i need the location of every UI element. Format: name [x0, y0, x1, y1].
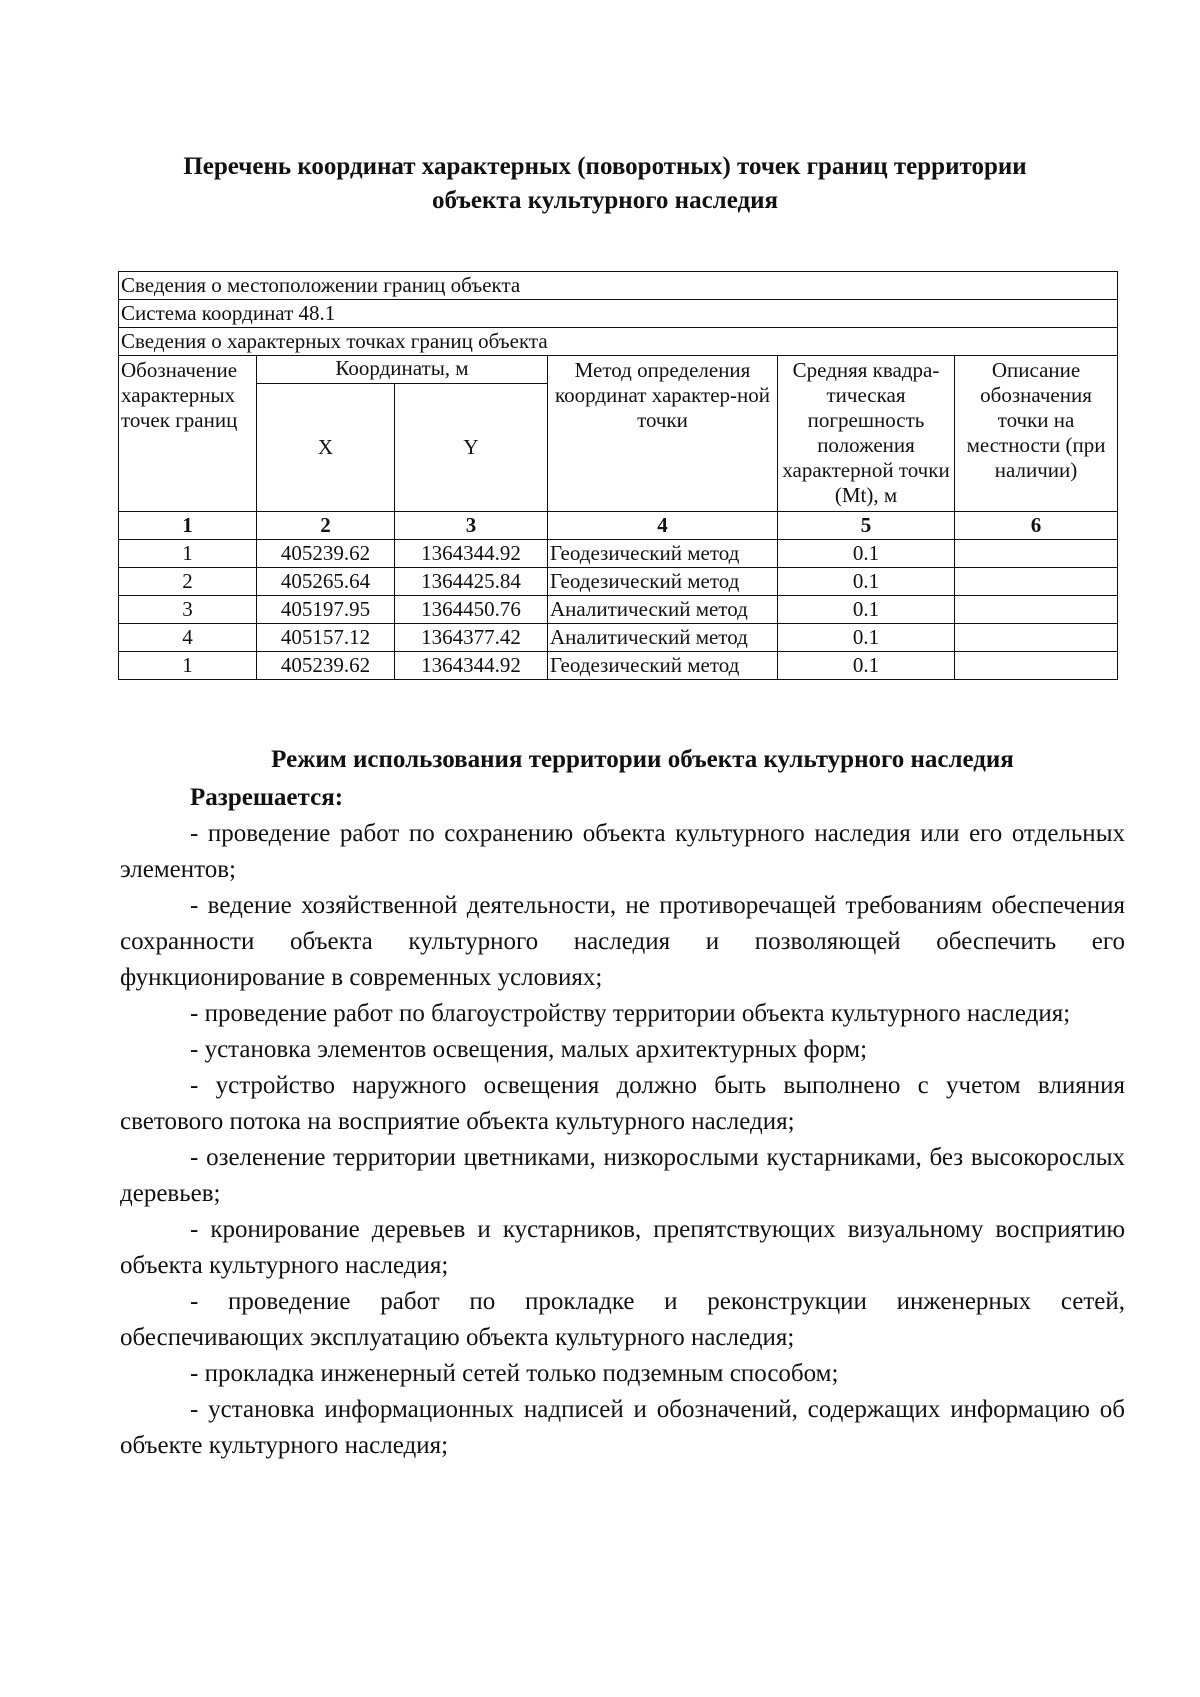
cell-point: 3 [119, 596, 257, 624]
cell-method: Геодезический метод [548, 652, 778, 680]
cell-y: 1364377.42 [395, 624, 548, 652]
cell-mt: 0.1 [778, 568, 955, 596]
col-number: 2 [257, 512, 395, 540]
table-row [119, 568, 1118, 596]
cell-x: 405239.62 [257, 652, 395, 680]
col-number: 1 [119, 512, 257, 540]
regime-heading: Режим использования территории объекта культурного наследия [271, 746, 1014, 773]
col-number: 3 [395, 512, 548, 540]
col-number: 6 [955, 512, 1118, 540]
cell-description [955, 568, 1118, 596]
cell-y: 1364450.76 [395, 596, 548, 624]
title-line-1: Перечень координат характерных (поворотных) точек границ территории [183, 153, 1027, 180]
header-x: X [257, 384, 395, 512]
page-title [120, 150, 1090, 218]
regime-item: - устройство наружного освещения должно быть выполнено с учетом влияния светового потока на восприятие объекта культурного наследия; [120, 1072, 1125, 1135]
cell-point: 4 [119, 624, 257, 652]
cell-x: 405157.12 [257, 624, 395, 652]
cell-x: 405265.64 [257, 568, 395, 596]
cell-mt: 0.1 [778, 624, 955, 652]
regime-item: - прокладка инженерный сетей только подземным способом; [190, 1360, 839, 1387]
cell-x: 405239.62 [257, 540, 395, 568]
regime-item: - кронирование деревьев и кустарников, препятствующих визуальному восприятию объекта культурного наследия; [120, 1216, 1125, 1279]
cell-method: Геодезический метод [548, 540, 778, 568]
table-row [119, 540, 1118, 568]
cell-description [955, 596, 1118, 624]
cell-description [955, 652, 1118, 680]
table-row [119, 596, 1118, 624]
header-description: Описание обозначения точки на местности (при наличии) [955, 356, 1118, 512]
coordinates-table [118, 271, 1118, 680]
cell-mt: 0.1 [778, 540, 955, 568]
header-error: Средняя квадра-тическая погрешность положения характерной точки (Mt), м [778, 356, 955, 512]
cell-description [955, 540, 1118, 568]
col-number: 5 [778, 512, 955, 540]
cell-x: 405197.95 [257, 596, 395, 624]
regime-item: - озеленение территории цветниками, низкорослыми кустарниками, без высокорослых деревьев; [120, 1144, 1125, 1207]
regime-item: - ведение хозяйственной деятельности, не противоречащей требованиям обеспечения сохранности объекта культурного наследия и позволяющей обеспечить его функционирование в современных условиях; [120, 892, 1125, 991]
cell-y: 1364344.92 [395, 540, 548, 568]
header-coordinates: Координаты, м [257, 356, 548, 384]
cell-y: 1364425.84 [395, 568, 548, 596]
table-row [119, 624, 1118, 652]
allowed-label: Разрешается: [190, 784, 344, 811]
table-row [119, 652, 1118, 680]
cell-point: 1 [119, 652, 257, 680]
regime-item: - проведение работ по благоустройству территории объекта культурного наследия; [190, 1000, 1071, 1027]
usage-regime-section [120, 742, 1125, 1464]
cell-description [955, 624, 1118, 652]
title-line-2: объекта культурного наследия [431, 187, 779, 214]
regime-item: - проведение работ по прокладке и реконструкции инженерных сетей, обеспечивающих эксплуатацию объекта культурного наследия; [120, 1288, 1125, 1351]
cell-mt: 0.1 [778, 596, 955, 624]
row-location-info: Сведения о местоположении границ объекта [119, 272, 1118, 300]
cell-point: 2 [119, 568, 257, 596]
regime-item: - установка элементов освещения, малых архитектурных форм; [190, 1036, 868, 1063]
cell-point: 1 [119, 540, 257, 568]
cell-y: 1364344.92 [395, 652, 548, 680]
col-number: 4 [548, 512, 778, 540]
header-method: Метод определения координат характер-ной точки [548, 356, 778, 512]
regime-item: - проведение работ по сохранению объекта культурного наследия или его отдельных элементов; [120, 820, 1125, 883]
cell-method: Геодезический метод [548, 568, 778, 596]
cell-method: Аналитический метод [548, 596, 778, 624]
cell-method: Аналитический метод [548, 624, 778, 652]
row-points-info: Сведения о характерных точках границ объекта [119, 328, 1118, 356]
header-y: Y [395, 384, 548, 512]
header-designation: Обозначение характерных точек границ [119, 356, 257, 512]
row-coordinate-system: Система координат 48.1 [119, 300, 1118, 328]
cell-mt: 0.1 [778, 652, 955, 680]
regime-item: - установка информационных надписей и обозначений, содержащих информацию об объекте культурного наследия; [120, 1396, 1125, 1459]
